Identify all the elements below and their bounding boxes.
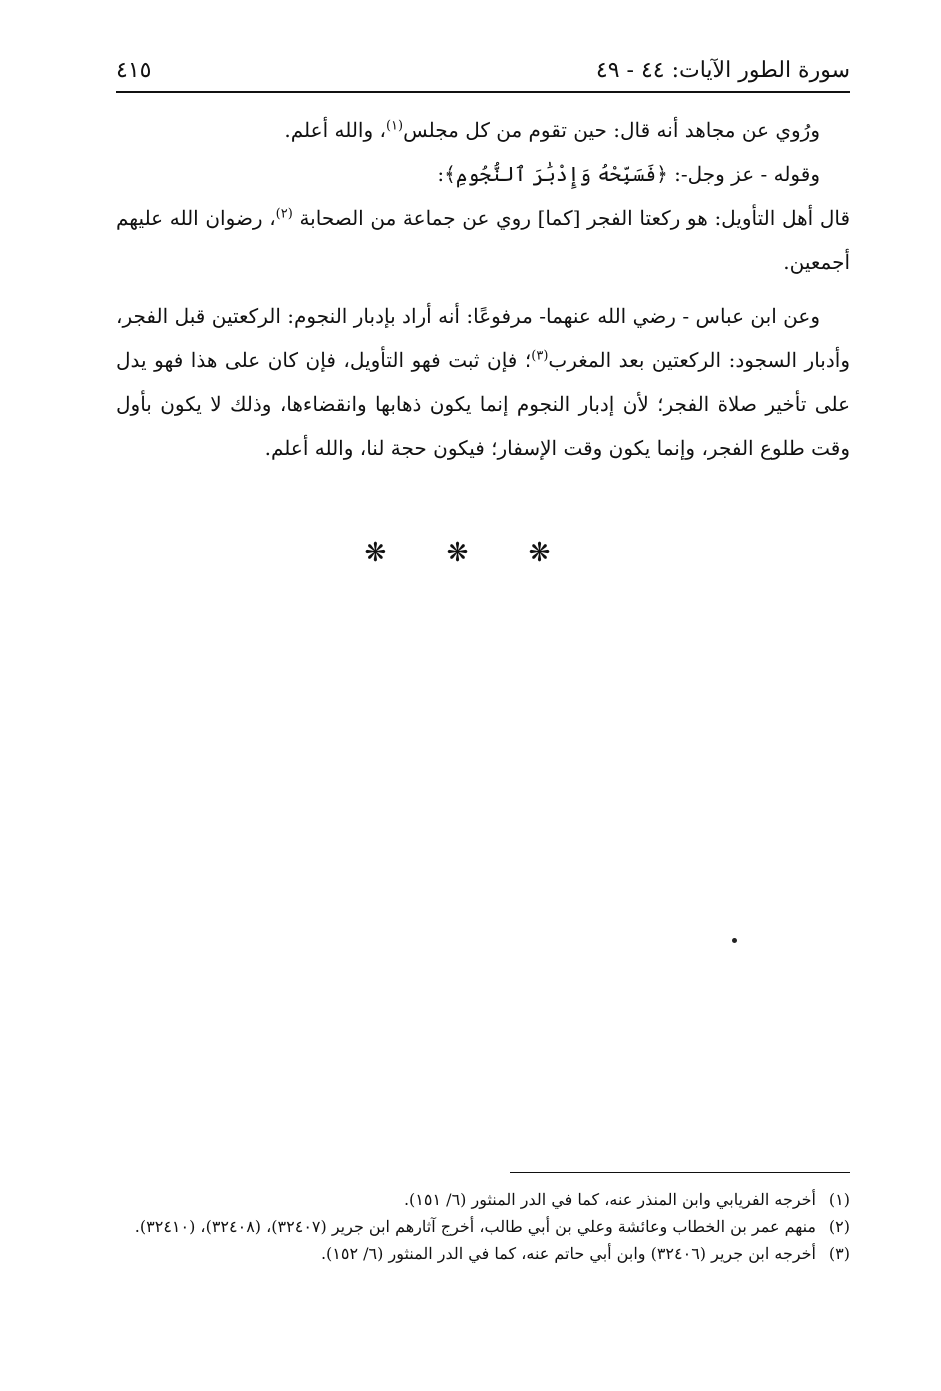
paragraph-text: ، والله أعلم. <box>284 118 386 142</box>
paragraph-text: ؛ فإن ثبت فهو التأويل، فإن كان على هذا فهو يدل على تأخير صلاة الفجر؛ لأن إدبار النجوم إنما يكون ذهابها وانقضاءها، وذلك لا يكون بأول وقت طلوع الفجر، وإنما يكون وقت الإسفار؛ فيكون حجة لنا، والله أعلم. <box>116 348 850 460</box>
footnote-number: (١) <box>828 1190 850 1209</box>
page-number: ٤١٥ <box>116 58 152 83</box>
footnote-text: أخرجه ابن جرير (٣٢٤٠٦) وابن أبي حاتم عنه، كما في الدر المنثور (٦/ ١٥٢). <box>320 1244 816 1263</box>
footnote-ref-3: (٣) <box>531 348 549 364</box>
page-header <box>116 50 850 90</box>
footnotes <box>116 1186 850 1267</box>
main-text <box>116 108 850 470</box>
footnote-2 <box>116 1213 850 1240</box>
paragraph-text: وعن ابن عباس - رضي الله عنهما- مرفوعًا: أنه أراد بإدبار النجوم: الركعتين قبل الفجر، وأدبار السجود: الركعتين بعد المغرب <box>116 304 850 372</box>
paragraph-text: ، رضوان الله عليهم أجمعين. <box>116 206 850 274</box>
footnote-text: منهم عمر بن الخطاب وعائشة وعلي بن أبي طالب، أخرج آثارهم ابن جرير (٣٢٤٠٧)، (٣٢٤٠٨)، (٣٢٤١٠). <box>134 1217 816 1236</box>
header-divider <box>116 91 850 93</box>
paragraph-verse <box>116 152 850 196</box>
paragraph-mujahid <box>116 108 850 152</box>
footnote-divider <box>510 1172 850 1173</box>
footnote-1 <box>116 1186 850 1213</box>
ink-speck <box>732 938 737 943</box>
quran-verse: ﴿فَسَبِّحْهُ وَإِدْبَٰرَ ٱلنُّجُومِ﴾ <box>444 162 668 186</box>
footnote-ref-1: (١) <box>385 118 404 134</box>
paragraph-text: ورُوي عن مجاهد أنه قال: حين تقوم من كل مجلس <box>403 118 820 142</box>
footnote-number: (٣) <box>828 1244 850 1263</box>
running-title: سورة الطور الآيات: ٤٤ - ٤٩ <box>595 58 850 83</box>
section-separator: ❋ ❋ ❋ <box>364 538 577 568</box>
paragraph-text: قال أهل التأويل: هو ركعتا الفجر [كما] روي عن جماعة من الصحابة <box>299 206 851 230</box>
footnote-text: أخرجه الفريابي وابن المنذر عنه، كما في الدر المنثور (٦/ ١٥١). <box>403 1190 816 1209</box>
paragraph-tawil <box>116 196 850 284</box>
paragraph-text: : <box>437 162 445 186</box>
paragraph-text: وقوله - عز وجل-: <box>674 162 820 186</box>
footnote-3 <box>116 1240 850 1267</box>
footnote-ref-2: (٢) <box>275 206 293 222</box>
footnote-number: (٢) <box>828 1217 850 1236</box>
paragraph-ibn-abbas <box>116 294 850 470</box>
